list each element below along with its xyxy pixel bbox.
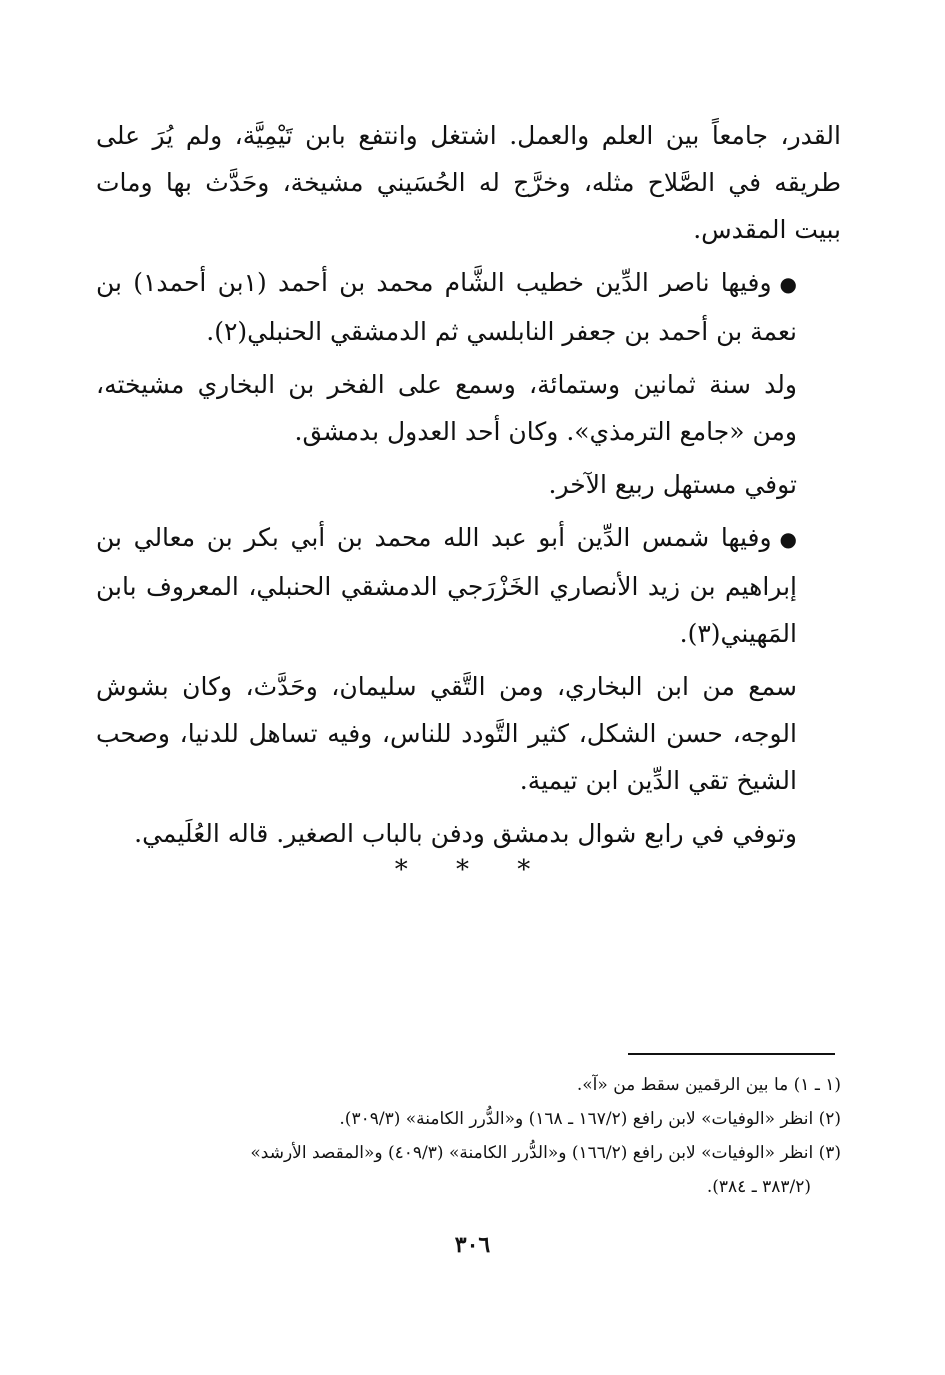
paragraph-7: وتوفي في رابع شوال بدمشق ودفن بالباب الصغير. قاله العُلَيمي. [134,819,797,848]
footnote-3-continuation: (٣٨٣/٢ ـ ٣٨٤). [706,1177,811,1197]
bullet-icon: ● [779,272,797,296]
footnote-divider [628,1053,835,1055]
main-text-block [96,112,841,863]
footnotes-block [96,1068,841,1204]
paragraph-6: سمع من ابن البخاري، ومن التَّقي سليمان، وحَدَّث، وكان بشوش الوجه، حسن الشكل، كثير التَّودد للناس، وفيه تساهل للدنيا، وصحب الشيخ تقي الدِّين ابن تيمية. [96,672,797,795]
paragraph-3: ولد سنة ثمانين وستمائة، وسمع على الفخر بن البخاري مشيخته، ومن «جامع الترمذي». وكان أحد العدول بدمشق. [96,370,797,446]
paragraph-4: توفي مستهل ربيع الآخر. [548,470,797,499]
paragraph-2-text: وفيها ناصر الدِّين خطيب الشَّام محمد بن أحمد (١بن أحمد١) بن نعمة بن أحمد بن جعفر النابلسي ثم الدمشقي الحنبلي(٢). [96,268,797,346]
section-separator: * * * [394,855,551,885]
footnote-3: (٣) انظر «الوفيات» لابن رافع (١٦٦/٢) و«الدُّرر الكامنة» (٤٠٩/٣) و«المقصد الأرشد» [250,1143,841,1163]
bullet-icon: ● [779,527,797,551]
paragraph-5-text: وفيها شمس الدِّين أبو عبد الله محمد بن أبي بكر بن معالي بن إبراهيم بن زيد الأنصاري الخَزْرَجي الدمشقي الحنبلي، المعروف بابن المَهيني(٣). [96,523,797,648]
page-number: ٣٠٦ [454,1232,491,1258]
paragraph-1: القدر، جامعاً بين العلم والعمل. اشتغل وانتفع بابن تَيْمِيَّة، ولم يُرَ على طريقه في الصَّلاح مثله، وخرَّج له الحُسَيني مشيخة، وحَدَّث بها ومات ببيت المقدس. [96,121,841,244]
footnote-2: (٢) انظر «الوفيات» لابن رافع (١٦٧/٢ ـ ١٦٨) و«الدُّرر الكامنة» (٣٠٩/٣). [339,1109,841,1129]
paragraph-2 [96,259,841,355]
footnote-1: (١ ـ ١) ما بين الرقمين سقط من «آ». [576,1075,841,1095]
paragraph-5 [96,514,841,657]
